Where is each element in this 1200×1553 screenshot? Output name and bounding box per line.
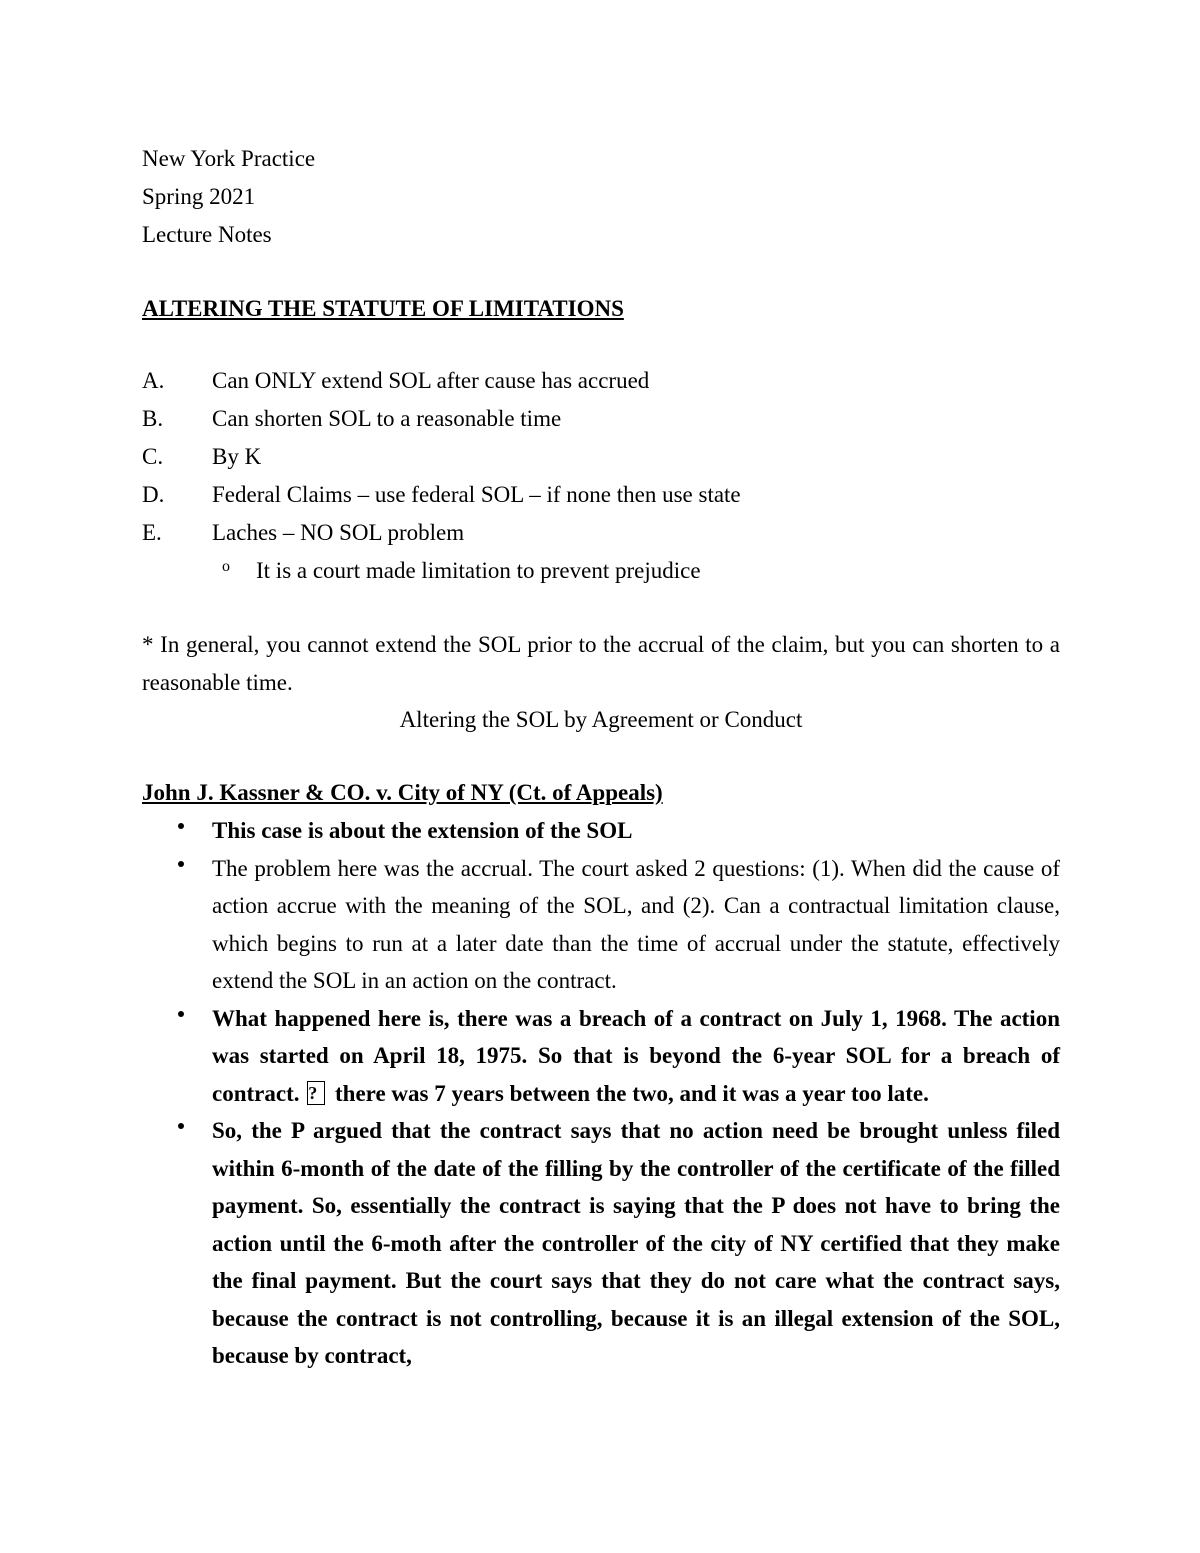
- list-letter: A.: [142, 368, 165, 393]
- list-letter: C.: [142, 444, 164, 469]
- case-title: John J. Kassner & CO. v. City of NY (Ct. of Appeals): [142, 780, 663, 805]
- general-note: * In general, you cannot extend the SOL prior to the accrual of the claim, but you can shorten to a reasonable time.: [142, 632, 1060, 695]
- bullet-icon: [142, 850, 212, 1000]
- bullet-icon: [142, 1000, 212, 1113]
- list-text: Laches – NO SOL problem: [212, 520, 465, 545]
- section-heading: ALTERING THE STATUTE OF LIMITATIONS: [142, 296, 624, 321]
- bullet-icon: [142, 812, 212, 850]
- list-item: [142, 400, 1060, 438]
- circle-bullet-icon: o: [222, 558, 230, 575]
- case-bullets: [142, 812, 1060, 1375]
- bullet-item: [142, 850, 1060, 1000]
- list-text: Can shorten SOL to a reasonable time: [212, 406, 562, 431]
- document-type: Lecture Notes: [142, 222, 272, 247]
- bullet-item: [142, 812, 1060, 850]
- term: Spring 2021: [142, 184, 256, 209]
- bullet-text: there was 7 years between the two, and it was a year too late.: [335, 1080, 929, 1106]
- bullet-icon: [142, 1112, 212, 1375]
- question-symbol-icon: ?: [307, 1081, 325, 1105]
- bullet-item: [142, 1112, 1060, 1375]
- list-item: [142, 362, 1060, 400]
- list-letter: B.: [142, 406, 164, 431]
- bullet-text: This case is about the extension of the SOL: [212, 818, 633, 843]
- document-page: [142, 140, 1060, 1375]
- list-letter: D.: [142, 482, 165, 507]
- bullet-text-group: [212, 1000, 1060, 1113]
- list-letter: E.: [142, 520, 162, 545]
- course-title: New York Practice: [142, 146, 316, 171]
- subheading: Altering the SOL by Agreement or Conduct: [399, 707, 803, 732]
- sub-list-item: [142, 552, 1060, 590]
- sub-list-text: It is a court made limitation to prevent prejudice: [256, 558, 701, 583]
- list-item: [142, 438, 1060, 476]
- bullet-text: What happened here is, there was a breach of a contract on July 1, 1968. The action was started on April 18, 1975. So that is beyond the 6-year SOL for a breach of contract.: [212, 1005, 1060, 1106]
- lettered-list: [142, 362, 1060, 590]
- bullet-text: The problem here was the accrual. The court asked 2 questions: (1). When did the cause of action accrue with the meaning of the SOL, and (2). Can a contractual limitation clause, which begins to run at a later date than the time of accrual under the statute, effectively extend the SOL in an action on the contract.: [212, 855, 1060, 993]
- list-text: Can ONLY extend SOL after cause has accrued: [212, 368, 650, 393]
- list-item: [142, 514, 1060, 552]
- list-text: By K: [212, 444, 262, 469]
- list-item: [142, 476, 1060, 514]
- list-text: Federal Claims – use federal SOL – if none then use state: [212, 482, 741, 507]
- bullet-text: So, the P argued that the contract says that no action need be brought unless filed within 6-month of the date of the filling by the controller of the certificate of the filled payment. So, essentially the contract is saying that the P does not have to bring the action until the 6-moth after the controller of the city of NY certified that they make the final payment. But the court says that they do not care what the contract says, because the contract is not controlling, because it is an illegal extension of the SOL, because by contract,: [212, 1118, 1060, 1368]
- bullet-item: [142, 1000, 1060, 1113]
